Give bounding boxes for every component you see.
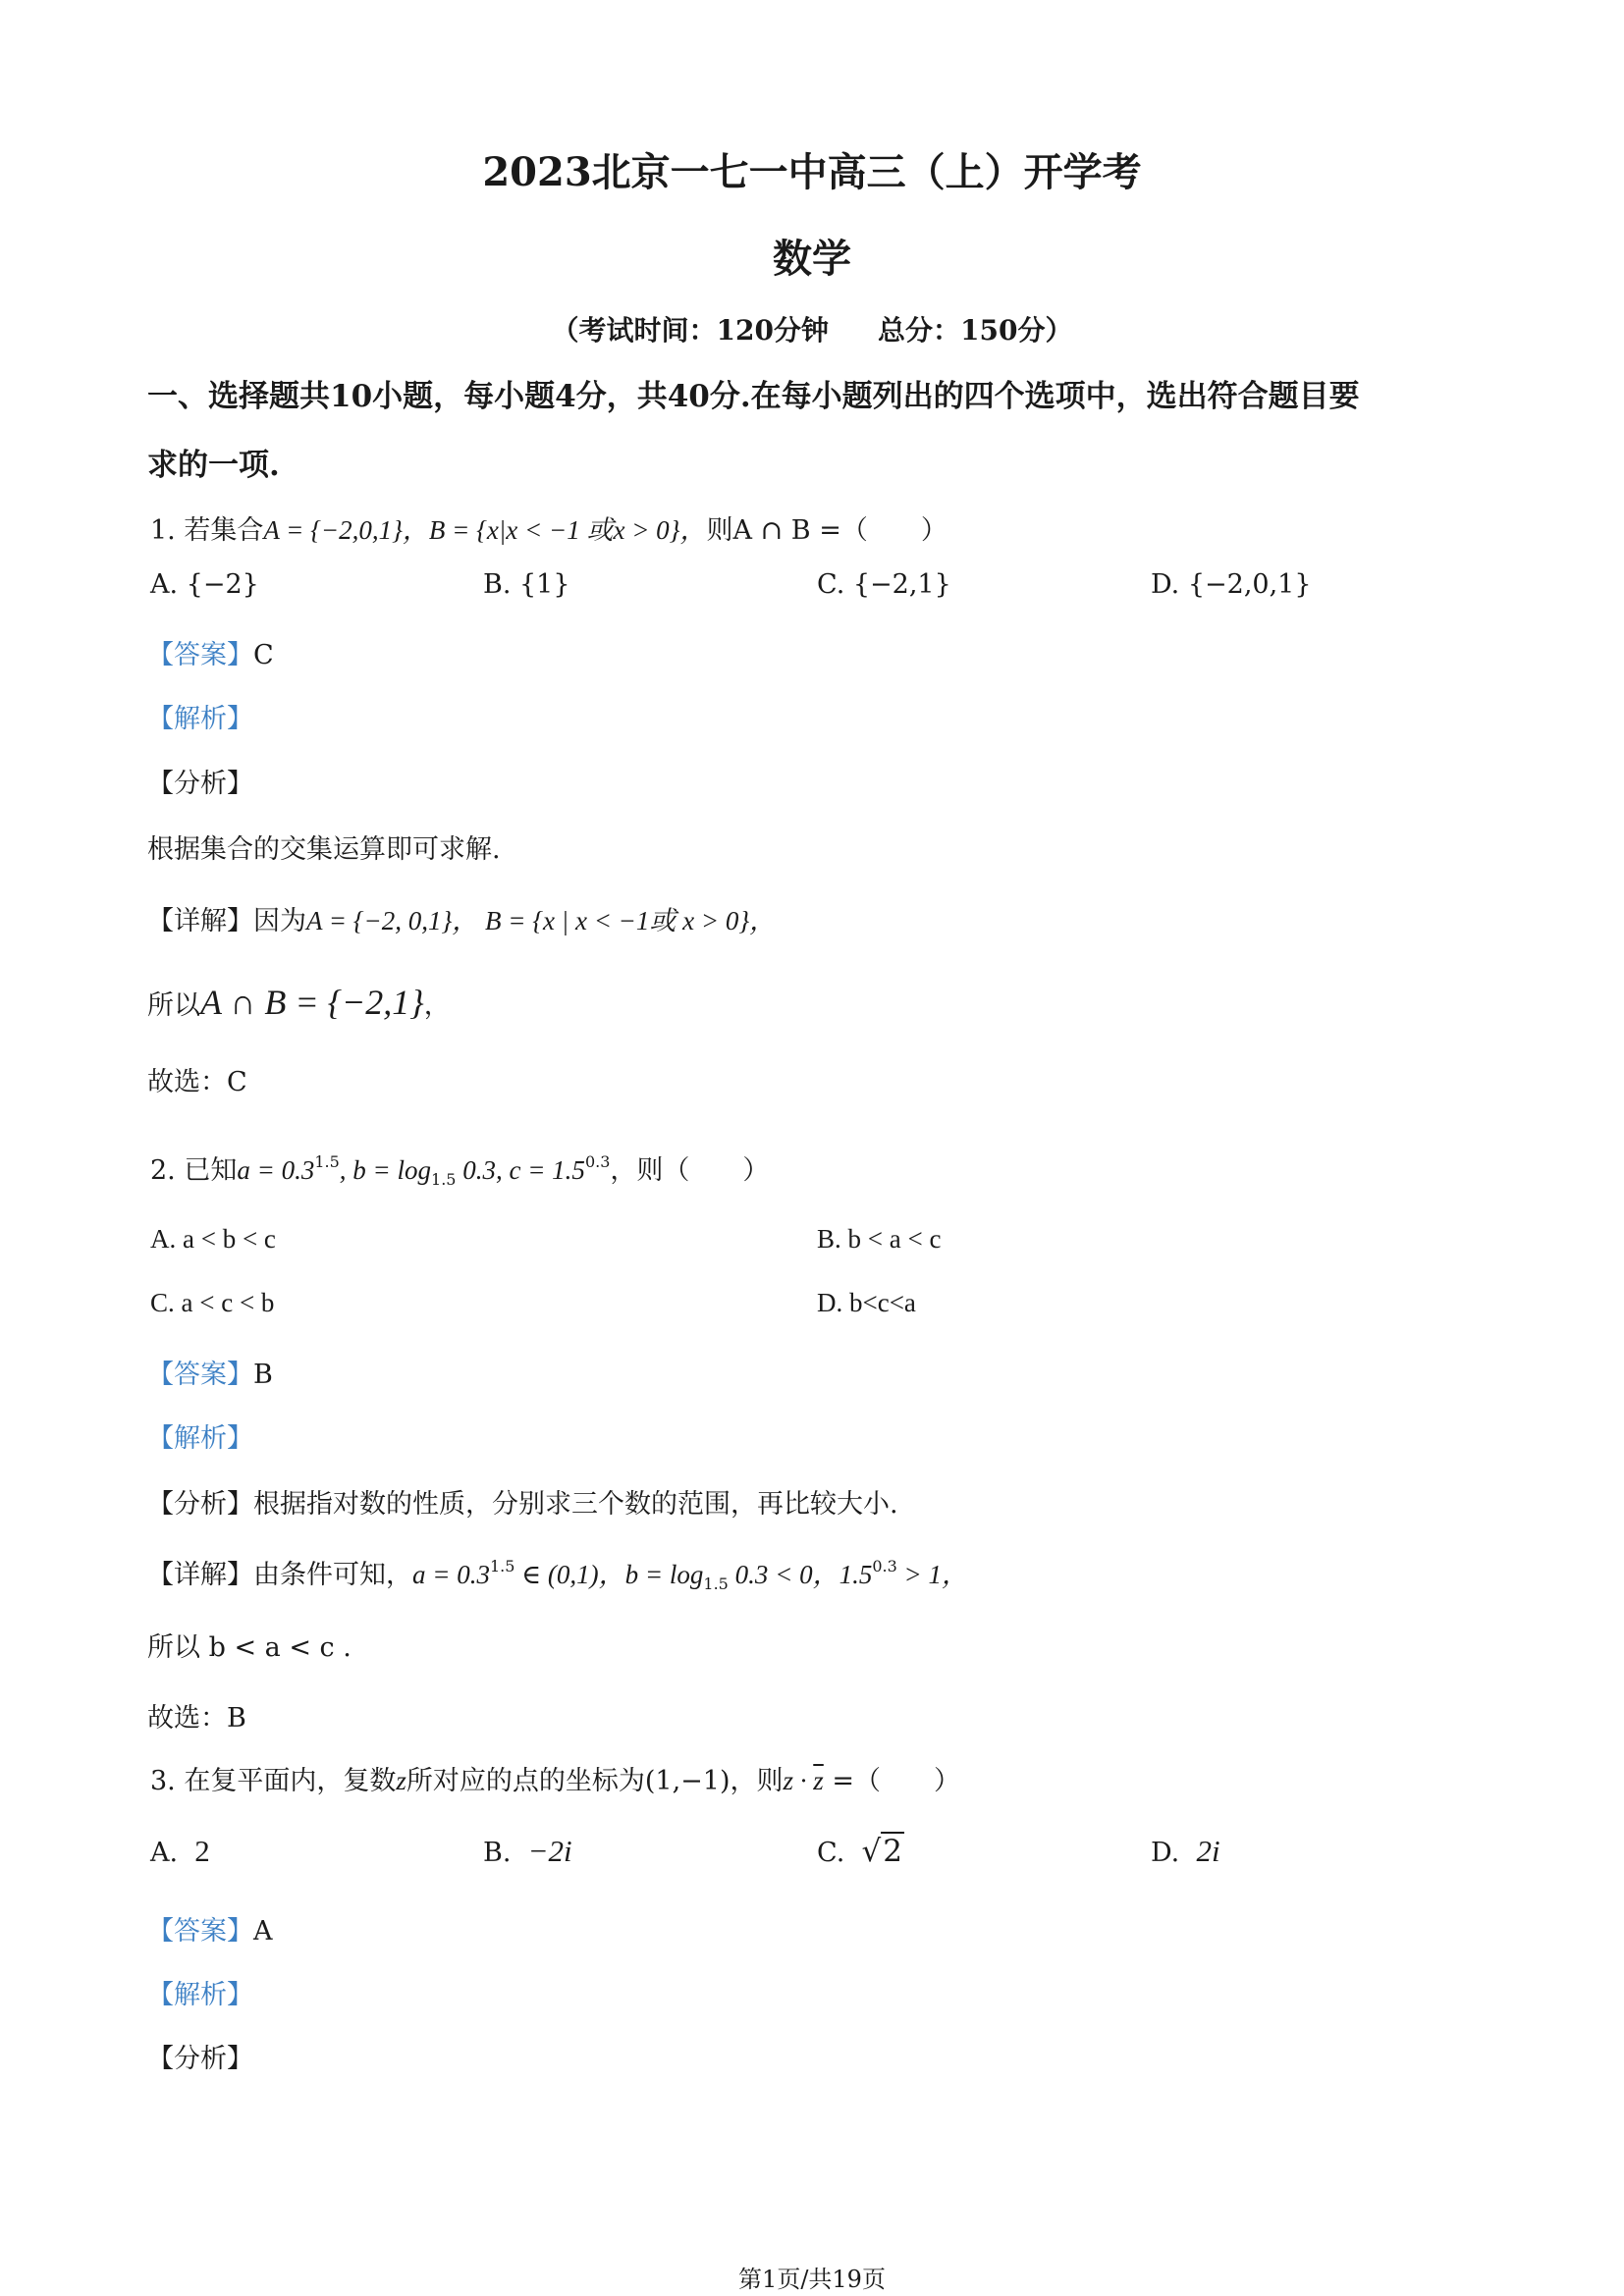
- q1-conclusion-expr: A ∩ B = {−2,1}: [200, 983, 424, 1022]
- q3-expr-zbar: $\overline{z}$: [813, 1766, 824, 1795]
- q3-stem-prefix: 3. 在复平面内，复数: [150, 1766, 397, 1796]
- q1-xiangjie-set-b: ， B = {x | x < −1或 x > 0}，: [452, 906, 777, 935]
- exam-info: [0, 309, 1624, 348]
- q3-option-b: [483, 1834, 572, 1869]
- q3-jiexi-tag: 【解析】: [147, 1980, 253, 2010]
- xiangjie-tag: 【详解】: [147, 906, 253, 936]
- answer-tag: 【答案】: [147, 1360, 253, 1390]
- q1-answer: [147, 633, 274, 671]
- q1-option-d: D. {−2,0,1}: [1151, 569, 1312, 600]
- q2-b-def: , b = log: [339, 1155, 432, 1185]
- q3-option-b-value: −2i: [527, 1834, 572, 1868]
- q2-xiangjie: [147, 1553, 968, 1593]
- q1-conclusion-prefix: 所以: [147, 990, 200, 1021]
- q2-xj-c-tail: > 1，: [896, 1560, 969, 1589]
- q3-option-c: [817, 1834, 904, 1869]
- q2-conclusion: 所以 b < a < c .: [147, 1632, 352, 1663]
- q3-option-a: [150, 1834, 210, 1869]
- q2-a-exp: 1.5: [314, 1152, 340, 1171]
- q1-fenxi-text: 根据集合的交集运算即可求解.: [147, 834, 501, 865]
- q1-fenxi-tag: 【分析】: [147, 769, 253, 799]
- q1-answer-value: C: [253, 640, 274, 670]
- q2-a-def: a = 0.3: [237, 1155, 315, 1185]
- q3-stem-suffix: =（ ）: [823, 1766, 960, 1796]
- q2-xj-b-tail: 0.3 < 0，: [728, 1560, 839, 1589]
- q2-jiexi-tag: 【解析】: [147, 1423, 253, 1454]
- q1-stem-prefix: 1. 若集合: [150, 515, 264, 546]
- q3-option-a-label: A.: [150, 1838, 179, 1868]
- q3-answer-value: A: [253, 1916, 273, 1947]
- q3-option-c-value: 2: [883, 1834, 902, 1869]
- page-number: 第1页/共19页: [738, 2266, 886, 2293]
- q2-c-exp: 0.3: [584, 1152, 611, 1171]
- q1-xiangjie: [147, 899, 776, 937]
- q3-stem-mid: 所对应的点的坐标为(1,−1)，则: [406, 1766, 784, 1796]
- q2-option-c: C. a < c < b: [150, 1288, 275, 1317]
- fenxi-tag: 【分析】: [147, 1489, 253, 1520]
- section-heading-line2: 求的一项.: [147, 448, 280, 483]
- q3-answer: [147, 1909, 273, 1948]
- q2-xj-b: b = log: [624, 1560, 704, 1589]
- q2-answer: [147, 1353, 273, 1391]
- q3-stem: [150, 1759, 960, 1797]
- q3-option-d: [1151, 1834, 1220, 1869]
- xiangjie-tag: 【详解】: [147, 1560, 253, 1590]
- sqrt-icon: √2: [861, 1834, 902, 1869]
- q1-set-a: A = {−2,0,1}，: [263, 515, 429, 545]
- q2-fenxi: [147, 1482, 898, 1521]
- q1-conclusion-suffix: ，: [423, 990, 451, 1021]
- q3-option-a-value: 2: [194, 1834, 210, 1868]
- q2-choice: 故选：B: [147, 1703, 246, 1734]
- q1-stem: [150, 508, 947, 547]
- q3-option-d-value: 2i: [1196, 1834, 1220, 1868]
- q2-xj-a-exp: 1.5: [489, 1557, 515, 1575]
- q2-xj-a-tail: ∈ (0,1)，: [514, 1560, 625, 1589]
- q3-option-c-label: C.: [817, 1838, 845, 1868]
- q2-c-def: 0.3, c = 1.5: [456, 1155, 585, 1185]
- exam-time: （考试时间：120分钟: [551, 314, 829, 347]
- total-score: 总分：150分）: [878, 314, 1073, 347]
- answer-tag: 【答案】: [147, 1916, 253, 1947]
- q3-fenxi-tag: 【分析】: [147, 2044, 253, 2074]
- q1-set-b: B = {x|x < −1 或x > 0}，: [428, 515, 707, 545]
- q1-stem-question: 则A ∩ B =（ ）: [706, 515, 947, 546]
- q2-option-b: B. b < a < c: [817, 1224, 942, 1254]
- q1-option-c: C. {−2,1}: [817, 569, 951, 600]
- q2-stem-prefix: 2. 已知: [150, 1155, 238, 1186]
- q3-z: z: [396, 1766, 406, 1795]
- q2-xj-a: a = 0.3: [412, 1560, 490, 1589]
- q2-xj-c: 1.5: [839, 1560, 873, 1589]
- q3-option-b-label: B.: [483, 1838, 512, 1868]
- q1-option-b: B. {1}: [483, 569, 570, 600]
- q1-choice: 故选：C: [147, 1067, 247, 1097]
- q2-stem: [150, 1148, 769, 1189]
- q3-expr-z: z ·: [783, 1766, 814, 1795]
- q1-option-a: A. {−2}: [150, 569, 259, 600]
- q2-xiangjie-prefix: 由条件可知，: [253, 1560, 412, 1590]
- q2-answer-value: B: [253, 1360, 273, 1390]
- q1-jiexi-tag: 【解析】: [147, 704, 253, 734]
- exam-title: 2023北京一七一中高三（上）开学考: [482, 149, 1142, 195]
- q2-xj-c-exp: 0.3: [872, 1557, 897, 1575]
- q2-option-a: A. a < b < c: [150, 1224, 276, 1254]
- q1-xiangjie-prefix: 因为: [253, 906, 306, 936]
- q2-b-sub: 1.5: [431, 1170, 457, 1189]
- q2-fenxi-text: 根据指对数的性质，分别求三个数的范围，再比较大小.: [253, 1489, 898, 1520]
- q1-xiangjie-set-a: A = {−2, 0,1}: [306, 906, 453, 935]
- q1-conclusion: [147, 982, 451, 1023]
- section-heading-line1: 一、选择题共10小题，每小题4分，共40分.在每小题列出的四个选项中，选出符合题目要: [147, 379, 1360, 414]
- q2-xj-b-sub: 1.5: [703, 1575, 729, 1593]
- subject-title: 数学: [773, 236, 851, 282]
- q2-option-d: D. b<c<a: [817, 1288, 916, 1317]
- q3-option-d-label: D.: [1151, 1838, 1180, 1868]
- q2-stem-suffix: ，则（ ）: [610, 1155, 770, 1186]
- answer-tag: 【答案】: [147, 640, 253, 670]
